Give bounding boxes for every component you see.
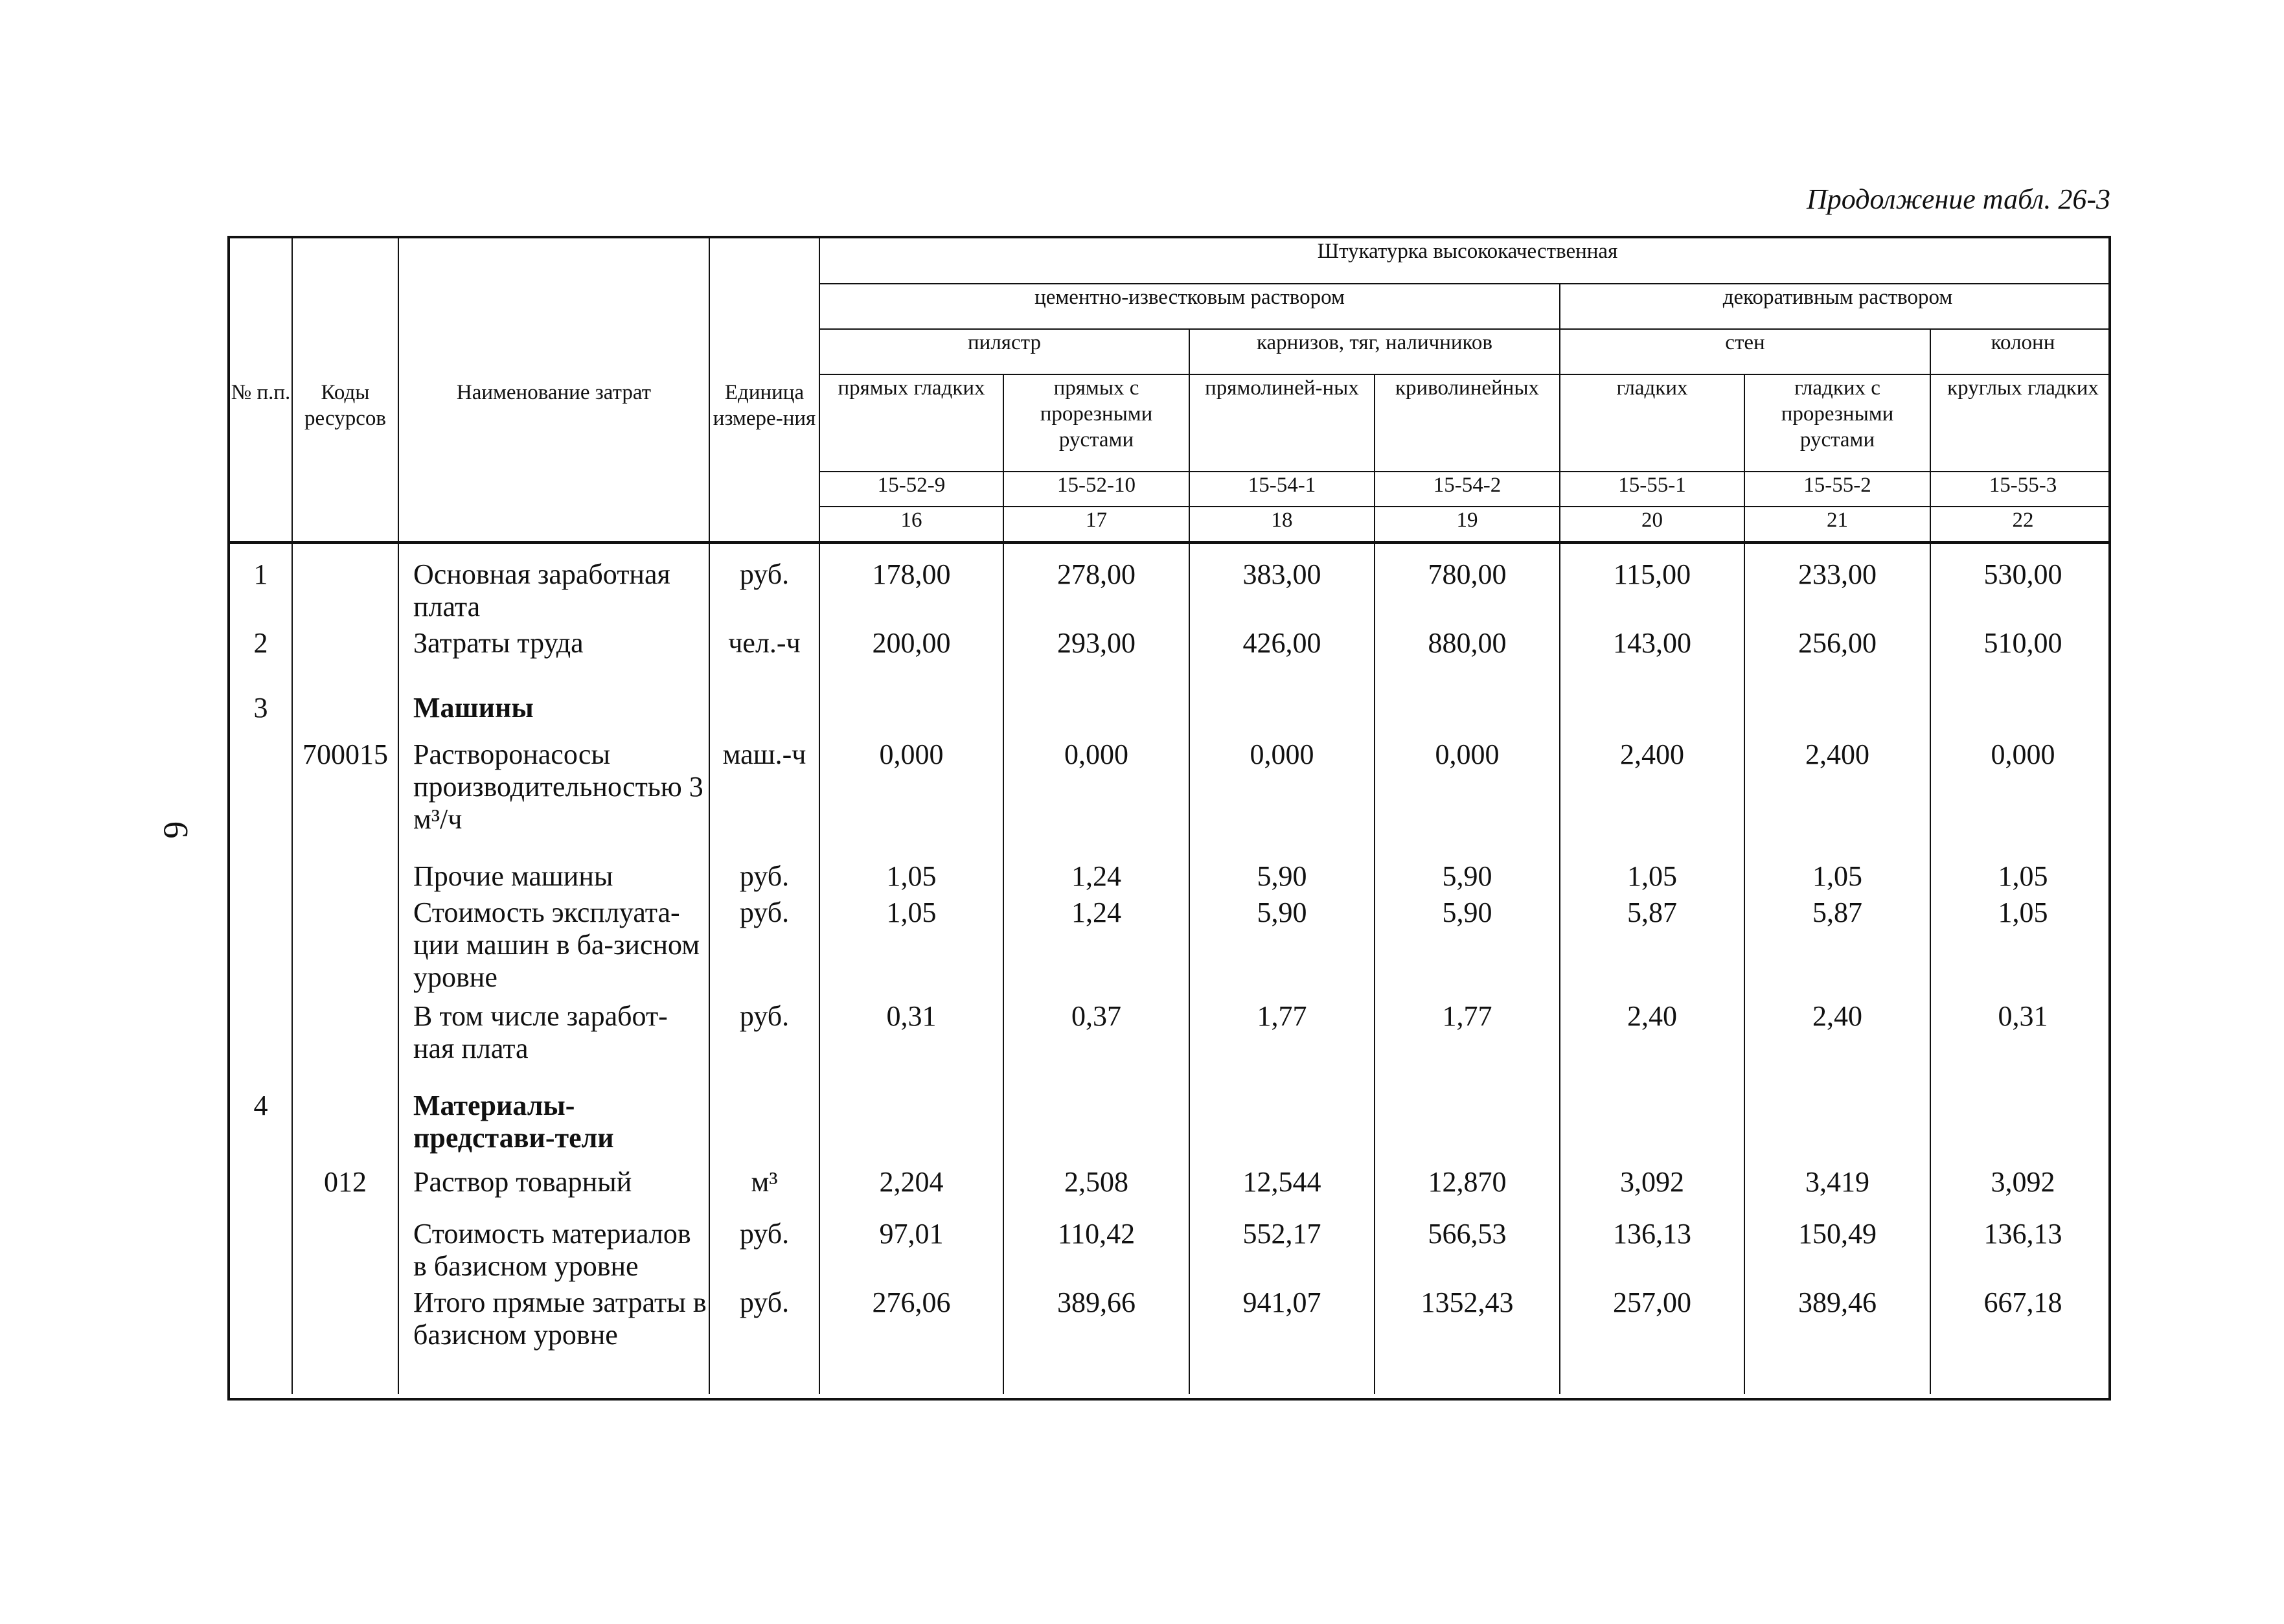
value-cell: 1352,43 [1375, 1283, 1560, 1355]
resource-code: 700015 [292, 735, 398, 856]
unit: руб. [709, 856, 819, 893]
filler-cell [709, 1355, 819, 1394]
value-cell: 2,400 [1560, 735, 1744, 856]
row-number: 4 [230, 1086, 292, 1162]
value-cell: 5,90 [1189, 856, 1375, 893]
column-label: криволинейных [1375, 374, 1560, 472]
value-cell [1744, 688, 1930, 735]
value-cell [1560, 1086, 1744, 1162]
value-cell [1560, 688, 1744, 735]
value-cell: 5,90 [1189, 893, 1375, 996]
cost-name: Стоимость эксплуата-ции машин в ба-зисном уровне [398, 893, 709, 996]
value-cell: 143,00 [1560, 623, 1744, 688]
value-cell: 0,000 [819, 735, 1003, 856]
column-label: прямых гладких [819, 374, 1003, 472]
value-cell: 0,37 [1003, 996, 1189, 1086]
unit: руб. [709, 1214, 819, 1283]
table-row [230, 1214, 2111, 1283]
column-code: 15-54-1 [1189, 472, 1375, 507]
cost-name: В том числе заработ-ная плата [398, 996, 709, 1086]
value-cell: 389,66 [1003, 1283, 1189, 1355]
value-cell: 426,00 [1189, 623, 1375, 688]
value-cell: 0,000 [1930, 735, 2111, 856]
value-cell: 2,204 [819, 1162, 1003, 1214]
table-row [230, 543, 2111, 624]
header-no: № п.п. [230, 238, 292, 542]
row-number [230, 1214, 292, 1283]
value-cell: 1,77 [1375, 996, 1560, 1086]
unit: руб. [709, 543, 819, 624]
filler-cell [1560, 1355, 1744, 1394]
value-cell [1930, 1086, 2111, 1162]
cost-name: Раствор товарный [398, 1162, 709, 1214]
row-number [230, 1162, 292, 1214]
row-number [230, 1283, 292, 1355]
column-number: 16 [819, 507, 1003, 542]
header-group-top: Штукатурка высококачественная [819, 238, 2111, 284]
row-number [230, 996, 292, 1086]
value-cell: 667,18 [1930, 1283, 2111, 1355]
cost-name: Материалы-представи-тели [398, 1086, 709, 1162]
value-cell: 780,00 [1375, 543, 1560, 624]
header-sub-karniz: карнизов, тяг, наличников [1189, 329, 1560, 374]
unit: руб. [709, 893, 819, 996]
filler-cell [819, 1355, 1003, 1394]
column-number: 22 [1930, 507, 2111, 542]
filler-cell [1003, 1355, 1189, 1394]
unit [709, 1086, 819, 1162]
value-cell: 941,07 [1189, 1283, 1375, 1355]
resource-code [292, 1214, 398, 1283]
table-row [230, 1086, 2111, 1162]
value-cell: 1,05 [1930, 856, 2111, 893]
resource-code [292, 856, 398, 893]
column-label: круглых гладких [1930, 374, 2111, 472]
value-cell: 2,508 [1003, 1162, 1189, 1214]
filler-cell [230, 1355, 292, 1394]
value-cell: 1,77 [1189, 996, 1375, 1086]
filler-cell [1189, 1355, 1375, 1394]
value-cell [1744, 1086, 1930, 1162]
value-cell: 389,46 [1744, 1283, 1930, 1355]
resource-code [292, 1283, 398, 1355]
unit: маш.-ч [709, 735, 819, 856]
column-number: 20 [1560, 507, 1744, 542]
value-cell [1930, 688, 2111, 735]
resource-code [292, 893, 398, 996]
value-cell: 1,24 [1003, 893, 1189, 996]
header-group-decor: декоративным раствором [1560, 284, 2111, 329]
filler-cell [292, 1355, 398, 1394]
value-cell: 136,13 [1560, 1214, 1744, 1283]
value-cell: 510,00 [1930, 623, 2111, 688]
value-cell: 0,000 [1003, 735, 1189, 856]
column-code: 15-52-9 [819, 472, 1003, 507]
value-cell: 2,40 [1744, 996, 1930, 1086]
resource-code [292, 688, 398, 735]
value-cell: 0,000 [1375, 735, 1560, 856]
value-cell [1375, 1086, 1560, 1162]
value-cell: 5,90 [1375, 856, 1560, 893]
row-number [230, 893, 292, 996]
column-number: 17 [1003, 507, 1189, 542]
column-code: 15-52-10 [1003, 472, 1189, 507]
resource-code [292, 1086, 398, 1162]
value-cell [1189, 1086, 1375, 1162]
row-number [230, 856, 292, 893]
value-cell: 136,13 [1930, 1214, 2111, 1283]
column-number: 18 [1189, 507, 1375, 542]
value-cell: 3,092 [1560, 1162, 1744, 1214]
row-number [230, 735, 292, 856]
table-caption: Продолжение табл. 26-3 [1807, 183, 2110, 215]
page-number: 6 [156, 821, 196, 839]
value-cell: 0,31 [819, 996, 1003, 1086]
value-cell [819, 1086, 1003, 1162]
value-cell: 0,000 [1189, 735, 1375, 856]
table-row [230, 996, 2111, 1086]
unit [709, 688, 819, 735]
unit: м³ [709, 1162, 819, 1214]
cost-name: Стоимость материалов в базисном уровне [398, 1214, 709, 1283]
cost-table [227, 236, 2111, 1401]
value-cell: 150,49 [1744, 1214, 1930, 1283]
column-code: 15-54-2 [1375, 472, 1560, 507]
header-sub-kolonn: колонн [1930, 329, 2111, 374]
value-cell: 110,42 [1003, 1214, 1189, 1283]
cost-name: Прочие машины [398, 856, 709, 893]
value-cell: 233,00 [1744, 543, 1930, 624]
value-cell [1189, 688, 1375, 735]
table-row [230, 1162, 2111, 1214]
cost-name: Растворонасосы производительностью 3 м³/ч [398, 735, 709, 856]
resource-code [292, 996, 398, 1086]
value-cell: 383,00 [1189, 543, 1375, 624]
value-cell: 178,00 [819, 543, 1003, 624]
column-code: 15-55-3 [1930, 472, 2111, 507]
value-cell: 1,24 [1003, 856, 1189, 893]
column-code: 15-55-1 [1560, 472, 1744, 507]
value-cell [1003, 688, 1189, 735]
header-sub-sten: стен [1560, 329, 1930, 374]
value-cell [1375, 688, 1560, 735]
resource-code [292, 623, 398, 688]
value-cell: 5,87 [1560, 893, 1744, 996]
resource-code [292, 543, 398, 624]
value-cell: 530,00 [1930, 543, 2111, 624]
row-number: 1 [230, 543, 292, 624]
column-number: 21 [1744, 507, 1930, 542]
header-unit: Единица измере-ния [709, 238, 819, 542]
value-cell [1003, 1086, 1189, 1162]
value-cell: 3,092 [1930, 1162, 2111, 1214]
filler-row [230, 1355, 2111, 1394]
table-row [230, 856, 2111, 893]
value-cell: 1,05 [819, 893, 1003, 996]
table-body [230, 542, 2111, 1394]
row-number: 3 [230, 688, 292, 735]
value-cell: 293,00 [1003, 623, 1189, 688]
cost-name: Итого прямые затраты в базисном уровне [398, 1283, 709, 1355]
table-row [230, 735, 2111, 856]
value-cell: 5,90 [1375, 893, 1560, 996]
unit: руб. [709, 996, 819, 1086]
unit: руб. [709, 1283, 819, 1355]
table-header [230, 238, 2111, 542]
filler-cell [1375, 1355, 1560, 1394]
filler-cell [398, 1355, 709, 1394]
column-code: 15-55-2 [1744, 472, 1930, 507]
value-cell: 880,00 [1375, 623, 1560, 688]
cost-name: Затраты труда [398, 623, 709, 688]
value-cell: 1,05 [1930, 893, 2111, 996]
table-row [230, 1283, 2111, 1355]
value-cell: 1,05 [1560, 856, 1744, 893]
cost-name: Основная заработная плата [398, 543, 709, 624]
column-label: прямых с прорезными рустами [1003, 374, 1189, 472]
value-cell: 256,00 [1744, 623, 1930, 688]
value-cell: 12,544 [1189, 1162, 1375, 1214]
resource-code: 012 [292, 1162, 398, 1214]
value-cell: 566,53 [1375, 1214, 1560, 1283]
header-group-cement: цементно-известковым раствором [819, 284, 1560, 329]
table-row [230, 623, 2111, 688]
column-label: прямолиней-ных [1189, 374, 1375, 472]
table-row [230, 893, 2111, 996]
filler-cell [1744, 1355, 1930, 1394]
value-cell: 2,40 [1560, 996, 1744, 1086]
value-cell: 552,17 [1189, 1214, 1375, 1283]
value-cell: 3,419 [1744, 1162, 1930, 1214]
value-cell: 97,01 [819, 1214, 1003, 1283]
column-label: гладких с прорезными рустами [1744, 374, 1930, 472]
table-row [230, 688, 2111, 735]
value-cell: 115,00 [1560, 543, 1744, 624]
value-cell: 0,31 [1930, 996, 2111, 1086]
value-cell: 5,87 [1744, 893, 1930, 996]
column-label: гладких [1560, 374, 1744, 472]
value-cell: 278,00 [1003, 543, 1189, 624]
column-number: 19 [1375, 507, 1560, 542]
value-cell: 1,05 [1744, 856, 1930, 893]
filler-cell [1930, 1355, 2111, 1394]
row-number: 2 [230, 623, 292, 688]
value-cell: 1,05 [819, 856, 1003, 893]
value-cell: 200,00 [819, 623, 1003, 688]
unit: чел.-ч [709, 623, 819, 688]
value-cell: 276,06 [819, 1283, 1003, 1355]
value-cell: 257,00 [1560, 1283, 1744, 1355]
header-sub-pilastr: пилястр [819, 329, 1189, 374]
value-cell: 12,870 [1375, 1162, 1560, 1214]
header-name: Наименование затрат [398, 238, 709, 542]
value-cell [819, 688, 1003, 735]
value-cell: 2,400 [1744, 735, 1930, 856]
cost-name: Машины [398, 688, 709, 735]
header-codes: Коды ресурсов [292, 238, 398, 542]
